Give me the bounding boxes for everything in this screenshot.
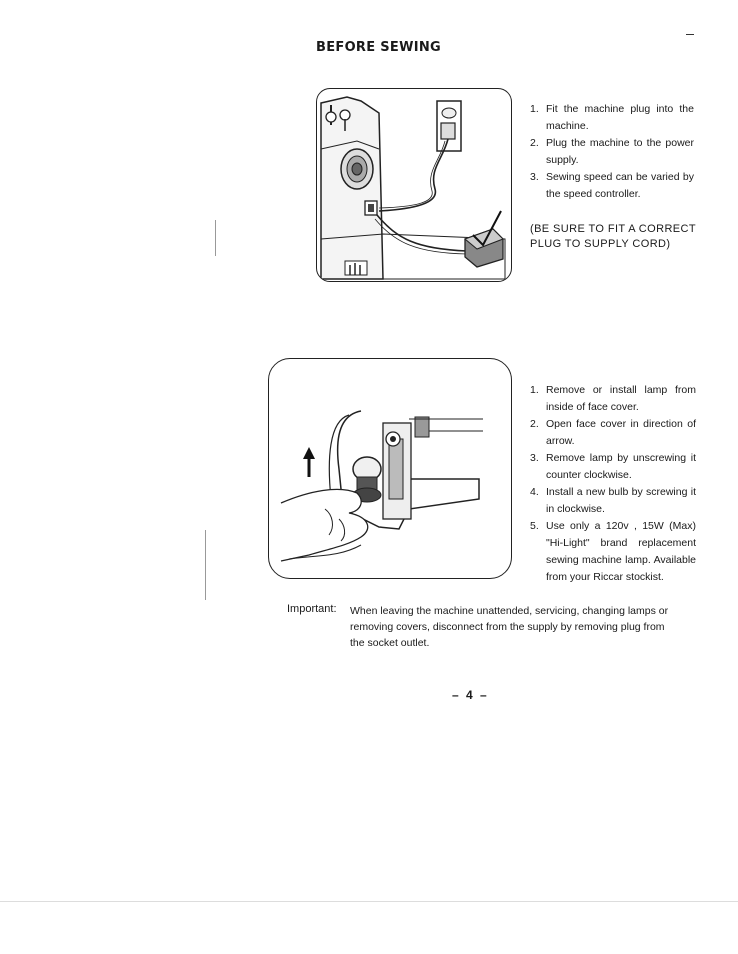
- page-number: – 4 –: [452, 688, 489, 702]
- scan-mark: [0, 901, 738, 902]
- lamp-replacement-drawing: [269, 359, 511, 578]
- list-item: 1. Fit the machine plug into the machine.: [530, 103, 694, 132]
- important-notice: When leaving the machine unattended, servicing, changing lamps or removing covers, disconnect from the supply by removing plug from the socket outlet.: [350, 605, 669, 649]
- list-item: 2. Plug the machine to the power supply.: [530, 137, 694, 166]
- lamp-steps-list: [530, 382, 696, 586]
- list-item: 2. Open face cover in direction of arrow.: [530, 418, 696, 447]
- list-item: 3. Sewing speed can be varied by the speed controller.: [530, 171, 694, 200]
- list-item: 1. Remove or install lamp from inside of face cover.: [530, 384, 696, 413]
- plug-warning: (BE SURE TO FIT A CORRECT PLUG TO SUPPLY CORD): [530, 223, 696, 250]
- power-steps-list: [530, 101, 694, 203]
- scan-mark: [215, 220, 216, 256]
- lamp-replacement-illustration: [268, 358, 512, 579]
- list-item: 4. Install a new bulb by screwing it in clockwise.: [530, 486, 696, 515]
- scan-mark: [205, 530, 206, 600]
- list-item: 3. Remove lamp by unscrewing it counter clockwise.: [530, 452, 696, 481]
- scan-mark: [686, 34, 694, 35]
- important-label: Important:: [287, 603, 337, 615]
- plug-connection-drawing: [317, 89, 511, 281]
- list-item: 5. Use only a 120v , 15W (Max) "Hi-Light" brand replacement sewing machine lamp. Available from your Riccar stockist.: [530, 520, 696, 583]
- plug-connection-illustration: [316, 88, 512, 282]
- section-title: BEFORE SEWING: [316, 40, 442, 55]
